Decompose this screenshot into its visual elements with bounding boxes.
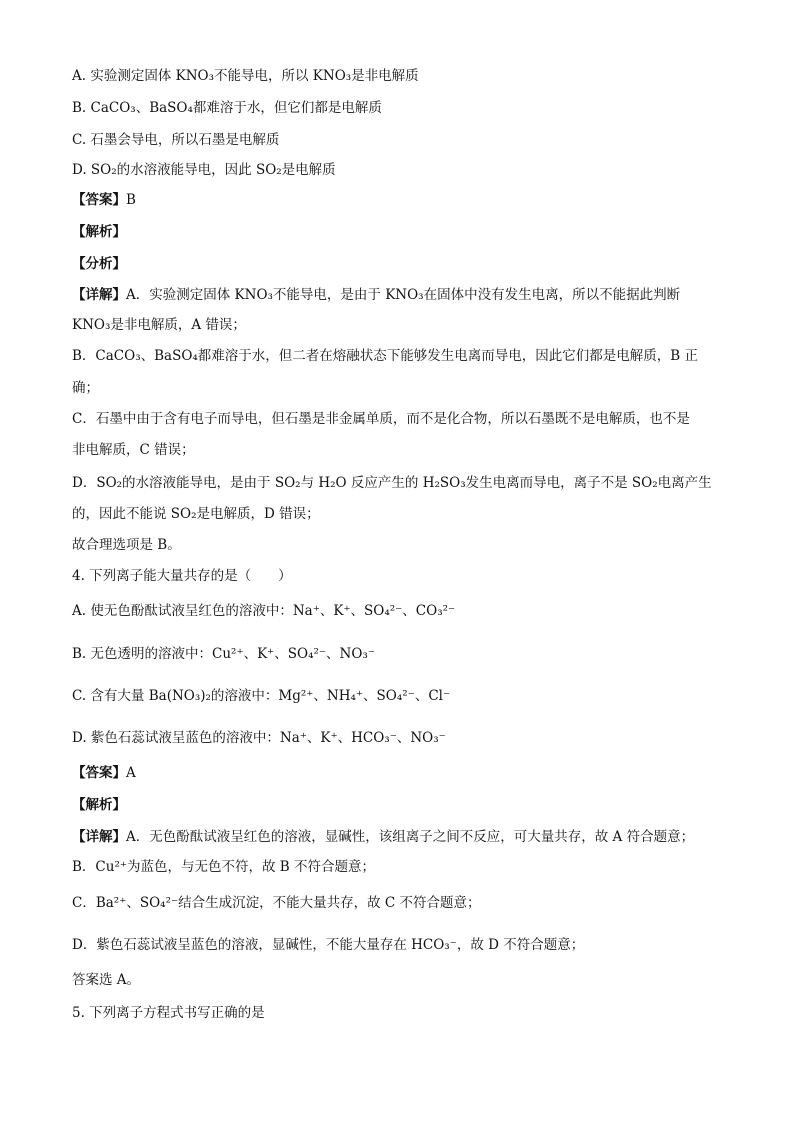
q3-detail-line: B．CaCO₃、BaSO₄都难溶于水，但二者在熔融状态下能够发生电离而导电，因此它们都是电解质，B 正 [72,348,699,364]
q3-analysis-label: 【解析】 [72,224,126,240]
q4-detail-line: C．Ba²⁺、SO₄²⁻结合生成沉淀，不能大量共存，故 C 不符合题意； [72,895,481,911]
q4-detail-line: D．紫色石蕊试液呈蓝色的溶液，显碱性，不能大量存在 HCO₃⁻，故 D 不符合题意； [72,937,585,953]
q3-conclusion: 故合理选项是 B。 [72,537,181,553]
detail-label: 【详解】 [72,287,126,303]
q4-stem: 4. 下列离子能大量共存的是（ ） [72,568,292,584]
q4-detail-line: B．Cu²⁺为蓝色，与无色不符，故 B 不符合题意； [72,859,375,875]
q3-fenxi-label: 【分析】 [72,256,126,272]
answer-label: 【答案】 [72,765,126,781]
answer-value: B [126,192,136,208]
answer-value: A [126,765,136,781]
q3-option-c: C. 石墨会导电，所以石墨是电解质 [72,132,280,148]
q4-option-b: B. 无色透明的溶液中：Cu²⁺、K⁺、SO₄²⁻、NO₃⁻ [72,646,375,662]
q3-detail-line: 的，因此不能说 SO₂是电解质，D 错误； [72,506,320,522]
q3-option-b: B. CaCO₃、BaSO₄都难溶于水，但它们都是电解质 [72,100,382,116]
q3-detail-line: 非电解质，C 错误； [72,442,195,458]
detail-label: 【详解】 [72,829,126,845]
answer-label: 【答案】 [72,192,126,208]
q4-option-c: C. 含有大量 Ba(NO₃)₂的溶液中：Mg²⁺、NH₄⁺、SO₄²⁻、Cl⁻ [72,688,451,704]
q5-stem: 5. 下列离子方程式书写正确的是 [72,1005,265,1021]
q3-detail-line: 【详解】A．实验测定固体 KNO₃不能导电，是由于 KNO₃在固体中没有发生电离，所以不能据此判断 [72,287,681,303]
q4-option-d: D. 紫色石蕊试液呈蓝色的溶液中：Na⁺、K⁺、HCO₃⁻、NO₃⁻ [72,730,446,746]
q3-detail-line: C．石墨中由于含有电子而导电，但石墨是非金属单质，而不是化合物，所以石墨既不是电解质，也不是 [72,411,690,427]
q4-detail-line: 【详解】A．无色酚酞试液呈红色的溶液，显碱性，该组离子之间不反应，可大量共存，故 A 符合题意； [72,829,695,845]
q3-option-a: A. 实验测定固体 KNO₃不能导电，所以 KNO₃是非电解质 [72,68,419,84]
q3-detail-line: KNO₃是非电解质，A 错误； [72,317,246,333]
q3-detail-line: D．SO₂的水溶液能导电，是由于 SO₂与 H₂O 反应产生的 H₂SO₃发生电离而导电，离子不是 SO₂电离产生 [72,475,712,491]
q4-conclusion: 答案选 A。 [72,972,141,988]
q4-answer [72,763,722,783]
q4-analysis-label: 【解析】 [72,797,126,813]
q3-answer [72,190,722,210]
q4-option-a: A. 使无色酚酞试液呈红色的溶液中：Na⁺、K⁺、SO₄²⁻、CO₃²⁻ [72,603,456,619]
q3-option-d: D. SO₂的水溶液能导电，因此 SO₂是电解质 [72,162,336,178]
q3-detail-line: 确； [72,380,99,396]
